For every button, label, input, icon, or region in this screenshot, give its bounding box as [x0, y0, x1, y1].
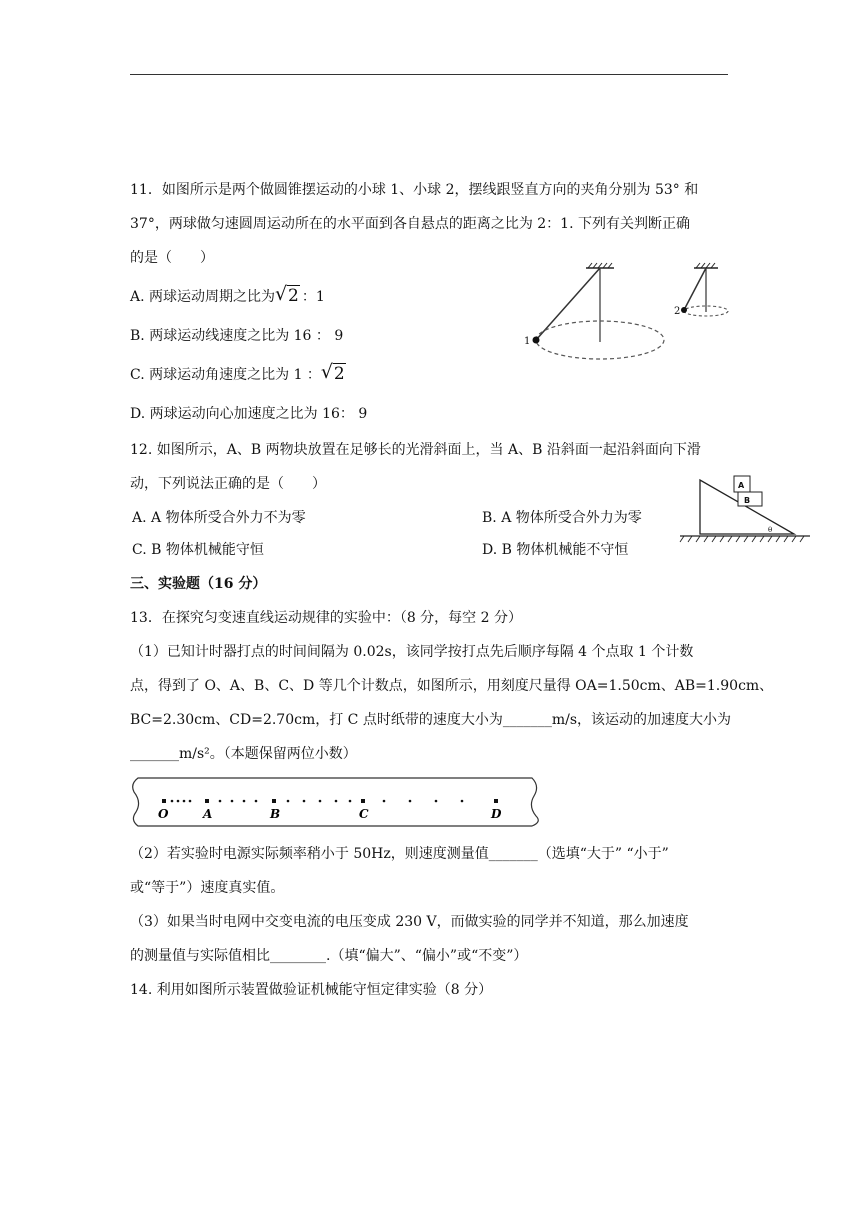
- q13-part2-line1: （2）若实验时电源实际频率稍小于 50Hz，则速度测量值_______（选填“大于” “小于”: [130, 846, 669, 862]
- q13-part2-line2: 或“等于”）速度真实值。: [130, 880, 285, 896]
- q13-part1-line2: 点，得到了 O、A、B、C、D 等几个计数点，如图所示，用刻度尺量得 OA=1.50cm、AB=1.90cm、: [130, 678, 774, 694]
- q12-stem-line2: 动，下列说法正确的是（ ）: [130, 476, 326, 492]
- q13-part3-line2: 的测量值与实际值相比________.（填“偏大”、“偏小”或“不变”）: [130, 948, 528, 964]
- q12-option-b: B. A 物体所受合外力为零: [482, 510, 642, 526]
- q13-part3-line1: （3）如果当时电网中交变电流的电压变成 230 V，而做实验的同学并不知道，那么加速度: [130, 914, 689, 930]
- section-title: 三、实验题（16 分）: [130, 576, 267, 592]
- pendulum-2-label: 2: [674, 306, 681, 317]
- q11-stem-line2: 37°，两球做匀速圆周运动所在的水平面到各自悬点的距离之比为 2：1. 下列有关判断正确: [130, 216, 690, 232]
- q11-option-c-radicand: 2: [333, 364, 345, 384]
- q13-part1-line3: BC=2.30cm、CD=2.70cm，打 C 点时纸带的速度大小为_______m/s，该运动的加速度大小为: [130, 712, 732, 728]
- pendulum-1-label: 1: [524, 336, 531, 347]
- q14-stem: 14. 利用如图所示装置做验证机械能守恒定律实验（8 分）: [130, 982, 493, 998]
- q11-option-a-text: A. 两球运动周期之比为: [130, 289, 276, 305]
- q11-option-a-radicand: 2: [288, 286, 299, 306]
- header-rule: [130, 74, 728, 75]
- q12-option-d: D. B 物体机械能不守恒: [482, 542, 629, 558]
- q12-option-c: C. B 物体机械能守恒: [132, 542, 264, 558]
- tape-label-c: C: [359, 807, 369, 821]
- q11-stem-line1: 11．如图所示是两个做圆锥摆运动的小球 1、小球 2，摆线跟竖直方向的夹角分别为 53° 和: [130, 182, 699, 198]
- q13-part1-line4: _______m/s²。（本题保留两位小数）: [130, 746, 357, 762]
- q11-option-a-tail: ：1: [301, 289, 325, 305]
- q13-intro: 13．在探究匀变速直线运动规律的实验中：（8 分，每空 2 分）: [130, 610, 522, 626]
- tape-label-b: B: [270, 807, 281, 821]
- q11-option-c: [130, 364, 348, 385]
- angle-theta-label: θ: [768, 526, 773, 534]
- q13-part1-line1: （1）已知计时器打点的时间间隔为 0.02s，该同学按打点先后顺序每隔 4 个点取 1 个计数: [130, 644, 694, 660]
- tape-label-d: D: [491, 807, 502, 821]
- tape-label-o: O: [158, 807, 169, 821]
- incline-blocks-figure: [676, 472, 812, 546]
- q12-stem-line1: 12. 如图所示，A、B 两物块放置在足够长的光滑斜面上，当 A、B 沿斜面一起沿斜面向下滑: [130, 442, 701, 458]
- sqrt-symbol: [323, 364, 346, 384]
- q11-option-c-text: C. 两球运动角速度之比为 1 ：: [130, 367, 321, 383]
- q11-option-b: B. 两球运动线速度之比为 16 ： 9: [130, 328, 344, 344]
- q11-option-a: [130, 286, 325, 307]
- block-b-label: B: [744, 496, 751, 505]
- q12-option-a: A. A 物体所受合外力不为零: [132, 510, 306, 526]
- q11-stem-line3: 的是（ ）: [130, 250, 214, 266]
- sqrt-symbol: [277, 286, 300, 306]
- paper-tape-figure: [128, 772, 548, 832]
- block-a-label: A: [738, 481, 745, 490]
- q11-option-d: D. 两球运动向心加速度之比为 16： 9: [130, 406, 368, 422]
- conical-pendulum-figure: [520, 258, 742, 374]
- tape-label-a: A: [203, 807, 213, 821]
